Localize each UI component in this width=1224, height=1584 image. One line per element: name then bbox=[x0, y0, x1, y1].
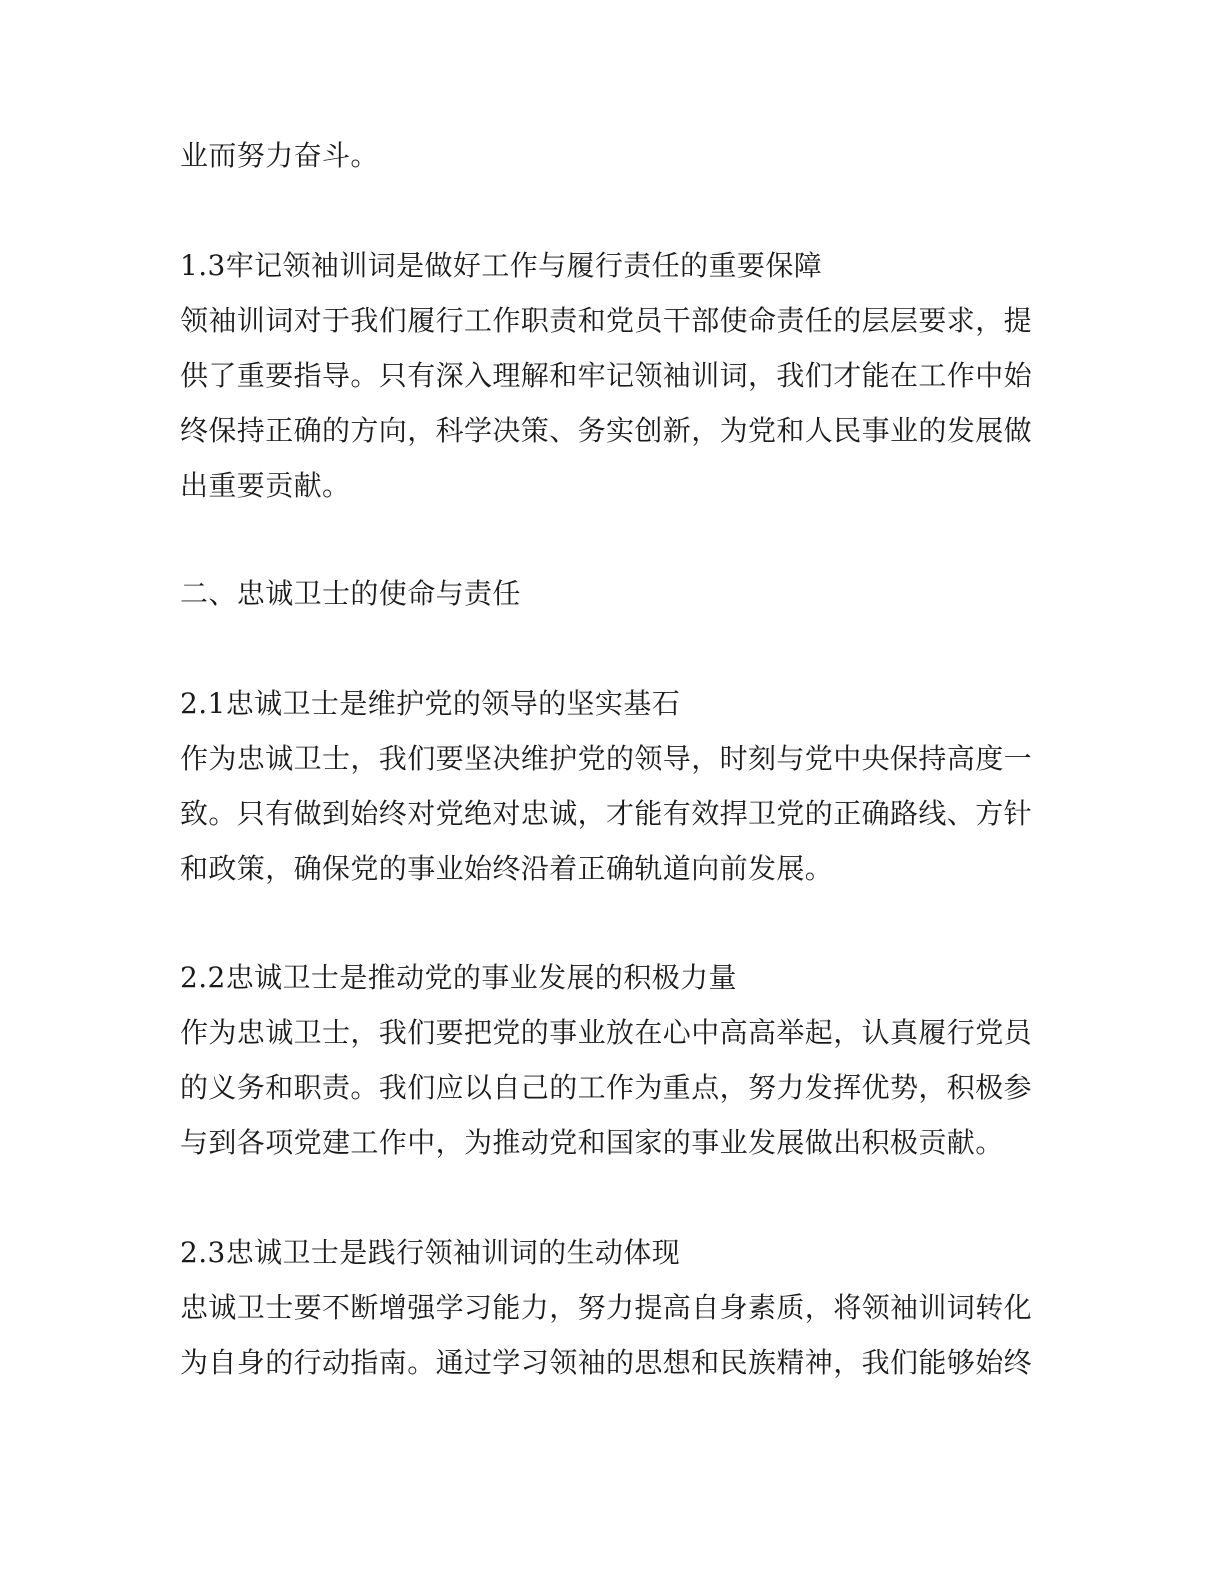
section-heading-2-2: 2.2忠诚卫士是推动党的事业发展的积极力量 bbox=[180, 961, 737, 994]
chapter-heading-2: 二、忠诚卫士的使命与责任 bbox=[180, 577, 521, 610]
paragraph-line: 为自身的行动指南。通过学习领袖的思想和民族精神，我们能够始终 bbox=[180, 1346, 1033, 1379]
paragraph-line: 作为忠诚卫士，我们要把党的事业放在心中高高举起，认真履行党员 bbox=[180, 1016, 1033, 1049]
paragraph-line: 致。只有做到始终对党绝对忠诚，才能有效捍卫党的正确路线、方针 bbox=[180, 797, 1033, 830]
section-heading-2-3: 2.3忠诚卫士是践行领袖训词的生动体现 bbox=[180, 1236, 681, 1269]
paragraph-line: 忠诚卫士要不断增强学习能力，努力提高自身素质，将领袖训词转化 bbox=[180, 1291, 1033, 1324]
paragraph-line: 终保持正确的方向，科学决策、务实创新，为党和人民事业的发展做 bbox=[180, 414, 1033, 447]
section-heading-2-1: 2.1忠诚卫士是维护党的领导的坚实基石 bbox=[180, 687, 681, 720]
paragraph-line: 领袖训词对于我们履行工作职责和党员干部使命责任的层层要求，提 bbox=[180, 304, 1033, 337]
paragraph-line: 与到各项党建工作中，为推动党和国家的事业发展做出积极贡献。 bbox=[180, 1126, 1004, 1159]
paragraph-line: 供了重要指导。只有深入理解和牢记领袖训词，我们才能在工作中始 bbox=[180, 359, 1033, 392]
paragraph-line: 作为忠诚卫士，我们要坚决维护党的领导，时刻与党中央保持高度一 bbox=[180, 742, 1033, 775]
paragraph-line: 的义务和职责。我们应以自己的工作为重点，努力发挥优势，积极参 bbox=[180, 1071, 1033, 1104]
section-heading-1-3: 1.3牢记领袖训词是做好工作与履行责任的重要保障 bbox=[180, 249, 823, 282]
paragraph-line: 和政策，确保党的事业始终沿着正确轨道向前发展。 bbox=[180, 852, 834, 885]
paragraph-line: 出重要贡献。 bbox=[180, 469, 351, 502]
paragraph-line: 业而努力奋斗。 bbox=[180, 139, 379, 172]
